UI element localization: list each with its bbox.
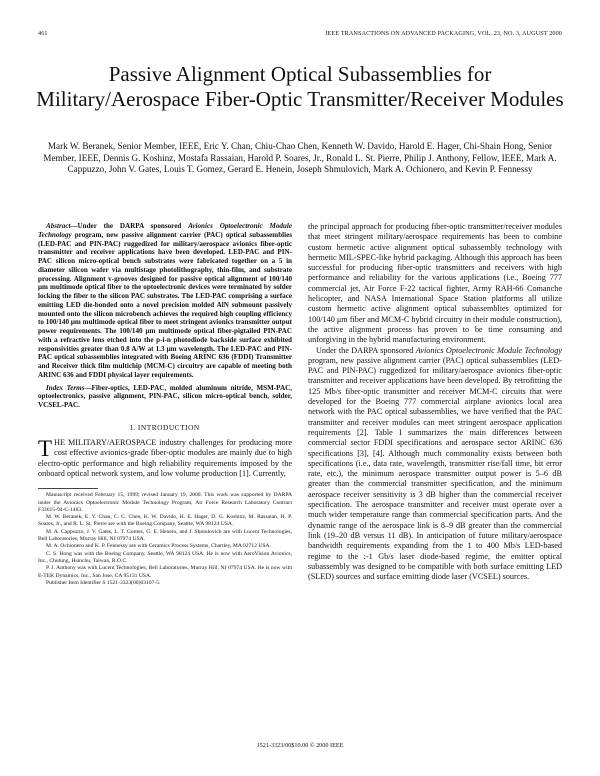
abstract-text-a: Under the DARPA sponsored xyxy=(77,222,189,230)
footnote-rule xyxy=(38,488,98,489)
abstract-label: Abstract— xyxy=(46,222,78,230)
program-name: Avionics Optoelectronic Module Technology xyxy=(415,345,562,355)
footnote: M. A. Cappuzzo, J. V. Gates, L. T. Gomez, G. E. Henein, and J. Shmulovich are with Lucent Technologies, Bell Laboratories, Murray Hill, NJ 07974 USA. xyxy=(38,528,292,543)
intro-text: industry challenges for producing more cost effective avionics-grade fiber-optic modules are mainly due to high electro-optic performance and high reliability requirements imposed by the onboard optical network system, and low volume production [1]. Currently, xyxy=(38,438,292,478)
author-list: Mark W. Beranek, Senior Member, IEEE, Eric Y. Chan, Chiu-Chao Chen, Kenneth W. Davido, Harold E. Hager, Chi-Shain Hong, Senior Member, IEEE, Dennis G. Koshinz, Mostafa Rassaian, Harold P. Soares, Jr., Ronald L. St. Pierre, Philip J. Anthony, Fellow, IEEE, Mark A. Cappuzzo, John V. Gates, Louis T. Gomez, Gerard E. Henein, Joseph Shmulovich, Mark A. Ochionero, and Kevin P. Fennessy xyxy=(43,141,557,175)
footnote: C. S. Hong was with the Boeing Company, Seattle, WA 98124 USA. He is now with AeroVision Avionics, Inc., Chutung, Hsinchu, Taiwan, R.O.C. xyxy=(38,550,292,564)
body-paragraph xyxy=(308,346,562,583)
copyright-footer: 1521-3323/00$10.00 © 2000 IEEE xyxy=(256,742,344,749)
index-terms-text: Fiber-optics, LED-PAC, molded aluminum nitride, MSM-PAC, optoelectronics, passive alignment, PIN-PAC, silicon micro-optical bench, solder, VCSEL-PAC. xyxy=(38,383,292,409)
journal-citation: IEEE TRANSACTIONS ON ADVANCED PACKAGING, VOL. 23, NO. 3, AUGUST 2000 xyxy=(325,30,562,37)
footnote: M. A. Ochionero and K. P. Fennessy are with Ceramics Process Systems, Chartley, MA 02712 USA. xyxy=(46,543,271,550)
body-paragraph: the principal approach for producing fiber-optic transmitter/receiver modules that meet stringent military/aerospace requirements has been to combine custom hermetic active alignment optical subassembly technology with hermetic MIL-SPEC-like hybrid packaging. Although this approach has been successful for producing fiber-optic transmitters and receivers with high performance and reliability for the various applications (i.e., Boeing 777 commercial jet, Air Force F-22 tactical fighter, Army RAH-66 Comanche helicopter, and NASA International Space Station platforms all utilize custom hermetic active alignment optical subassemblies optimized for 100/140 μm fiber and MCM-C hybrid circuitry in their module construction), the active alignment process has proven to be time consuming and unforgiving in the hybrid manufacturing environment. xyxy=(308,222,562,345)
left-column xyxy=(38,222,292,587)
intro-paragraph xyxy=(38,438,292,479)
paragraph-text-b: program, new passive alignment carrier (PAC) optical subassemblies (LED-PAC and PIN-PAC) ruggedized for military/aerospace avionics fiber-optic transmitter and receiver applications have been developed. By retrofitting the 125 Mb/s fiber-optic transmitter and receiver MCM-C circuits that were developed for the Boeing 777 commercial airplane avionics local area network with the PAC optical subassemblies, we have verified that the PAC transmitter and receiver modules can meet stringent aerospace application requirements [2]. Table I summarizes the main differences between commercial sector FDDI specifications and aerospace sector ARINC 636 specifications [3], [4]. Although much commonality exists between both specifications (i.e., data rate, wavelength, transmitter rise/fall time, bit error rate, etc.), the minimum aerospace transmitter output power is 5–6 dB greater than the commercial transmitter specification, and the minimum aerospace receiver sensitivity is 3 dB higher than the commercial receiver specification. The aerospace transmitter and receiver must operate over a much wider temperature range than commercial specification parts. And the dynamic range of the aerospace link is 8–9 dB greater than the commercial link (19–20 dB versus 11 dB). In anticipation of future military/aerospace bandwidth requirements expanding from the 1 to 400 Mb/s LED-based regime to the :-1 Gb/s laser diode-based regime, the emitter optical subassembly was designed to be compatible with both surface emitting LED (SLED) sources and surface emitting diode laser (VCSEL) sources. xyxy=(308,355,562,582)
abstract-text-b: program, new passive alignment carrier (PAC) optical subassemblies (LED-PAC and PIN-PAC) ruggedized for military/aerospace avionics fiber-optic transmitter and receiver applications have been developed. LED-PAC and PIN-PAC silicon micro-optical bench substrates were fabricated together on a 5 in diameter silicon wafer via multistage photolithography, thin-film, and substrate processing. Alignment v-grooves designed for passive optical alignment of 100/140 μm multimode optical fiber to the optoelectronic devices were terminated by solder locking the fiber to the silicon PAC substrates. The LED-PAC comprising a surface emitting LED die-bonded onto a novel precision molded AlN submount passively mounted onto the silicon microbench achieves the required high coupling efficiency to 100/140 μm multimode optical fiber to meet stringent avionics transmitter output power requirements. The 100/140 μm multimode optical fiber-pigtailed PIN-PAC with a refractive lens etched into the p-i-n photodiode backside surface exhibited responsivities greater than 0.8 A/W at 1.3 μm wavelength. The LED-PAC and PIN-PAC optical subassemblies integrated with Boeing ARINC 636 (FDDI) Transmitter and Receiver thick film multichip (MCM-C) circuitry are capable of meeting both ARINC 636 and FDDI physical layer requirements. xyxy=(38,230,292,379)
index-terms-label: Index Terms— xyxy=(46,383,92,392)
paragraph-text-a: Under the DARPA sponsored xyxy=(316,345,416,355)
abstract-program-name: Avionics Optoelectronic Module Technology xyxy=(38,222,292,239)
index-terms xyxy=(38,384,292,410)
footnote: M. W. Beranek, E. Y. Chan, C. C. Chen, K. W. Davido, H. E. Hager, D. G. Koshinz, M. Rassaian, H. P. Soares, Jr., and R. L. St. Pierre are with the Boeing Company, Seattle, WA 98124 USA. xyxy=(38,514,292,528)
drop-cap: T xyxy=(38,436,53,462)
footnote: Manuscript received February 15, 1999; revised January 19, 2000. This work was supported by DARPA under the Avionics Optoelectronic Module Technology Program, Air Force Research Laboratory Contract F33615-94-C-1483. xyxy=(38,492,292,513)
abstract xyxy=(38,222,292,380)
page-number: 461 xyxy=(38,30,48,37)
paper-title: Passive Alignment Optical Subassemblies for Military/Aerospace Fiber-Optic Transmitter/Receiver Modules xyxy=(36,62,564,111)
right-column xyxy=(308,222,562,582)
running-header xyxy=(38,30,562,40)
footnote: P. J. Anthony was with Lucent Technologies, Bell Laboratories, Murray Hill, NJ 07974 USA. He is now with E-TEK Dynamics, Inc., San Jose, CA 95131 USA. xyxy=(38,565,292,579)
intro-lead: HE MILITARY/AEROSPACE xyxy=(54,438,157,448)
footnote: Publisher Item Identifier S 1521-3323(00)03107-5. xyxy=(46,579,161,586)
section-heading: I. INTRODUCTION xyxy=(130,422,200,432)
